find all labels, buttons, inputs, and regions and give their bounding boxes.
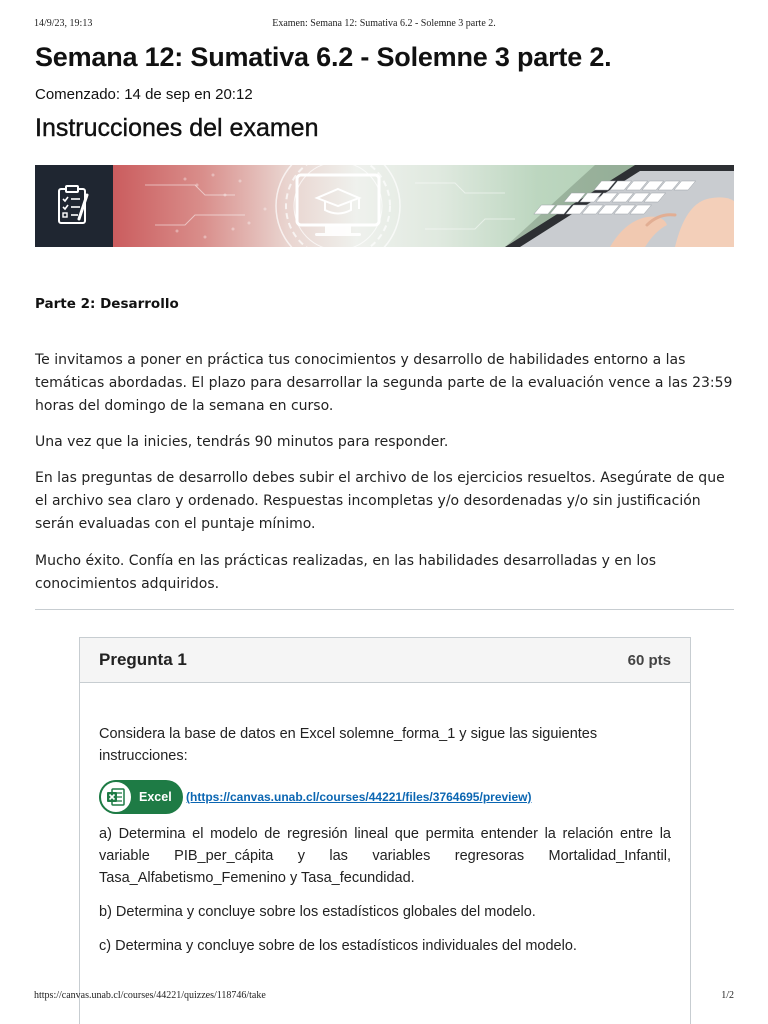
question-points: 60 pts [627,652,671,669]
question-body [99,723,671,969]
print-document-title: Examen: Semana 12: Sumativa 6.2 - Solemne 3 parte 2. [272,18,496,29]
instructions-paragraph: En las preguntas de desarrollo debes subir el archivo de los ejercicios resueltos. Asegúrate de que el archivo sea claro y ordenado. Respuestas incompletas y/o desordenadas y/o sin justificación serán evaluadas con el puntaje mínimo. [35,470,725,532]
exam-banner [35,165,734,247]
part-heading: Parte 2: Desarrollo [35,296,179,312]
question-item-a: a) Determina el modelo de regresión lineal que permita entender la relación entre la variable PIB_per_cápita y las variables regresoras Mortalidad_Infantil, Tasa_Alfabetismo_Femenino y Tasa_fecundidad. [99,826,671,886]
divider [35,609,734,610]
banner-artwork [35,165,734,247]
exam-title: Semana 12: Sumativa 6.2 - Solemne 3 parte 2. [35,42,612,72]
question-item-b: b) Determina y concluye sobre los estadísticos globales del modelo. [99,904,536,920]
question-header [80,638,690,683]
instructions-paragraph: Mucho éxito. Confía en las prácticas realizadas, en las habilidades desarrolladas y en los conocimientos adquiridos. [35,553,657,592]
print-footer [34,990,734,1004]
question-item-c: c) Determina y concluye sobre de los estadísticos individuales del modelo. [99,938,577,954]
print-url: https://canvas.unab.cl/courses/44221/quizzes/118746/take [34,990,266,1001]
question-card [79,637,691,1024]
print-page-number: 1/2 [721,990,734,1001]
started-at: Comenzado: 14 de sep en 20:12 [35,86,253,103]
exam-checklist-icon [35,165,113,247]
print-header [34,18,734,32]
excel-label: Excel [139,790,172,804]
graduation-cap-monitor-icon [297,175,379,236]
excel-attachment [99,779,671,815]
excel-file-icon [99,780,133,814]
excel-file-link[interactable]: (https://canvas.unab.cl/courses/44221/files/3764695/preview) [186,790,532,804]
instructions-paragraph: Una vez que la inicies, tendrás 90 minutos para responder. [35,434,449,450]
excel-badge[interactable] [99,780,183,814]
question-intro: Considera la base de datos en Excel solemne_forma_1 y sigue las siguientes instrucciones: [99,726,598,764]
instructions-heading: Instrucciones del examen [35,114,319,142]
print-datetime: 14/9/23, 19:13 [34,18,93,29]
banner-icon-panel [35,165,113,247]
instructions-paragraph: Te invitamos a poner en práctica tus conocimientos y desarrollo de habilidades entorno a las temáticas abordadas. El plazo para desarrollar la segunda parte de la evaluación vence a las 23:59 horas del domingo de la semana en curso. [35,352,733,414]
question-title: Pregunta 1 [99,650,187,669]
